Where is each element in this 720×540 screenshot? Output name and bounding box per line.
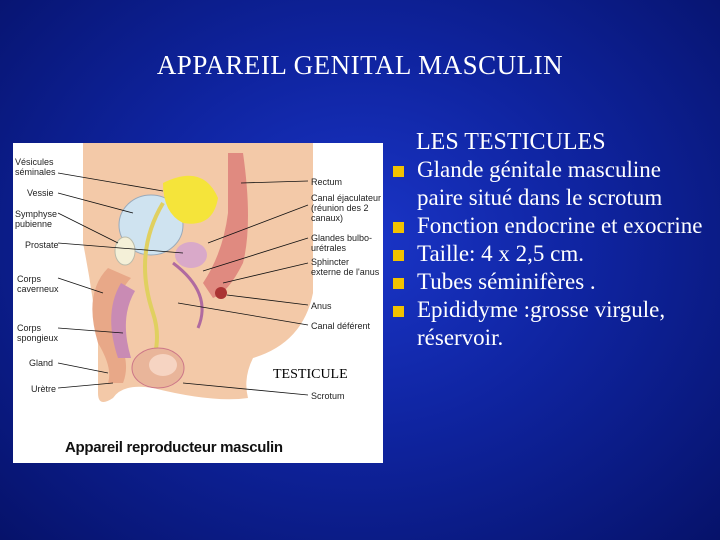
content-panel bbox=[392, 128, 712, 352]
slide-title: APPAREIL GENITAL MASCULIN bbox=[156, 50, 564, 80]
square-bullet-icon bbox=[393, 222, 404, 233]
label-corps-spongieux: Corps spongieux bbox=[17, 323, 59, 343]
list-item: Glande génitale masculine paire situé dans le scrotum bbox=[392, 156, 712, 212]
label-scrotum: Scrotum bbox=[311, 391, 345, 401]
list-item: Taille: 4 x 2,5 cm. bbox=[392, 240, 712, 268]
label-rectum: Rectum bbox=[311, 177, 343, 187]
label-anus: Anus bbox=[311, 301, 332, 311]
anatomy-figure bbox=[13, 143, 383, 463]
label-glandes-bulbo: Glandes bulbo-urétrales bbox=[311, 233, 373, 253]
label-vesicules: Vésicules séminales bbox=[15, 157, 56, 177]
square-bullet-icon bbox=[393, 306, 404, 317]
square-bullet-icon bbox=[393, 250, 404, 261]
bullet-list bbox=[392, 156, 712, 352]
label-canal-ejaculateur: Canal éjaculateur (réunion des 2 canaux) bbox=[311, 193, 382, 223]
square-bullet-icon bbox=[393, 278, 404, 289]
list-item: Tubes séminifères . bbox=[392, 268, 712, 296]
label-vessie: Vessie bbox=[27, 188, 54, 198]
label-prostate: Prostate bbox=[25, 240, 59, 250]
label-canal-deferent: Canal déférent bbox=[311, 321, 371, 331]
list-item: Epididyme :grosse virgule, réservoir. bbox=[392, 296, 712, 352]
list-item: Fonction endocrine et exocrine bbox=[392, 212, 712, 240]
square-bullet-icon bbox=[393, 166, 404, 177]
label-symphyse: Symphyse pubienne bbox=[15, 209, 58, 229]
label-gland: Gland bbox=[29, 358, 54, 368]
figure-caption: Appareil reproducteur masculin bbox=[65, 439, 283, 456]
testicule-overlay-label: TESTICULE bbox=[273, 367, 348, 382]
label-corps-caverneux: Corps caverneux bbox=[17, 274, 59, 294]
label-sphincter: Sphincter externe de l'anus bbox=[311, 257, 380, 277]
section-heading: LES TESTICULES bbox=[416, 129, 606, 155]
label-uretre: Urètre bbox=[31, 384, 57, 394]
